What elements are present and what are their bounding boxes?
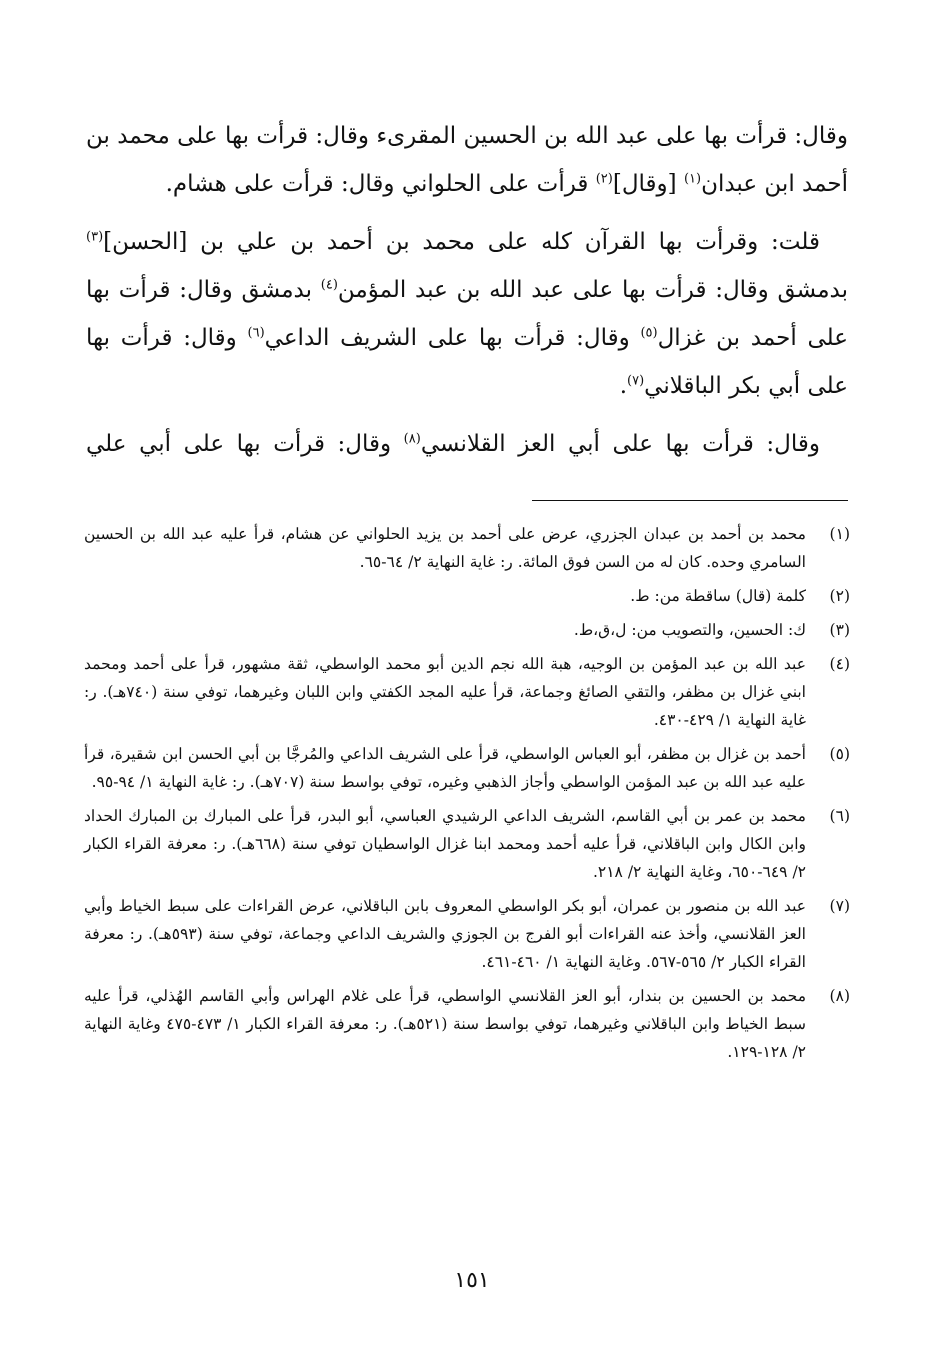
main-text bbox=[86, 112, 848, 478]
footnote-ref[interactable]: (٤) bbox=[320, 277, 338, 293]
footnote-ref[interactable]: (٨) bbox=[403, 431, 421, 447]
footnote-item bbox=[84, 740, 850, 796]
footnote-ref[interactable]: (٧) bbox=[627, 373, 645, 389]
text-run: قرأت على الحلواني وقال: قرأت على هشام. bbox=[165, 171, 596, 197]
footnote-ref[interactable]: (٥) bbox=[640, 325, 658, 341]
paragraph-3 bbox=[86, 420, 848, 468]
footnote-text: كلمة (قال) ساقطة من: ط. bbox=[630, 587, 806, 605]
page-number: ١٥١ bbox=[454, 1268, 490, 1293]
footnote-text: ك: الحسين، والتصويب من: ل،ق،ط. bbox=[573, 621, 806, 639]
footnote-item bbox=[84, 520, 850, 576]
text-run: [وقال] bbox=[612, 171, 684, 197]
footnote-number: (٨) bbox=[829, 987, 850, 1005]
footnote-item bbox=[84, 582, 850, 610]
footnote-separator bbox=[532, 500, 848, 501]
footnote-text: عبد الله بن عبد المؤمن بن الوجيه، هبة الله نجم الدين أبو محمد الواسطي، ثقة مشهور، قرأ على أحمد ومحمد ابني غزال بن مظفر، والتقي الصائغ وجماعة، قرأ عليه المجد الكفتي وابن اللبان وغيرهما، توفي سنة (٧٤٠هـ). ر: غاية النهاية ١/ ٤٢٩-٤٣٠. bbox=[84, 655, 806, 729]
footnote-item bbox=[84, 892, 850, 976]
footnote-number: (٢) bbox=[829, 587, 850, 605]
footnote-number: (٦) bbox=[829, 807, 850, 825]
footnote-text: عبد الله بن منصور بن عمران، أبو بكر الواسطي المعروف بابن الباقلاني، عرض القراءات على سبط الخياط وأبي العز القلانسي، وأخذ عنه القراءات أبو الفرج بن الجوزي والشريف الداعي وجماعة، توفي سنة (٥٩٣هـ). ر: معرفة القراء الكبار ٢/ ٥٦٥-٥٦٧. وغاية النهاية ١/ ٤٦٠-٤٦١. bbox=[84, 897, 806, 971]
footnote-text: محمد بن الحسين بن بندار، أبو العز القلانسي الواسطي، قرأ على غلام الهراس وأبي القاسم الهُذلي، قرأ عليه سبط الخياط وابن الباقلاني وغيرهما، توفي بواسط سنة (٥٢١هـ). ر: معرفة القراء الكبار ١/ ٤٧٣-٤٧٥ وغاية النهاية ٢/ ١٢٨-١٢٩. bbox=[84, 987, 807, 1061]
text-run: وقال: قرأت بها على أبي بكر الباقلاني bbox=[86, 325, 848, 399]
footnote-number: (٧) bbox=[829, 897, 850, 915]
footnote-text: محمد بن أحمد بن عبدان الجزري، عرض على أحمد بن يزيد الحلواني عن هشام، قرأ عليه عبد الله بن الحسين السامري وحده. كان له من السن فوق المائة. ر: غاية النهاية ٢/ ٦٤-٦٥. bbox=[84, 525, 806, 571]
footnote-ref[interactable]: (٣) bbox=[86, 229, 104, 245]
footnote-text: محمد بن عمر بن أبي القاسم، الشريف الداعي الرشيدي العباسي، أبو البدر، قرأ على المبارك بن المبارك الحداد وابن الكال وابن الباقلاني، قرأ عليه أحمد ومحمد ابنا غزال الواسطيان توفي سنة (٦٦٨هـ). ر: معرفة القراء الكبار ٢/ ٦٤٩-٦٥٠، وغاية النهاية ٢/ ٢١٨. bbox=[84, 807, 806, 881]
footnote-number: (٣) bbox=[829, 621, 850, 639]
text-run: قلت: وقرأت بها القرآن كله على محمد بن أحمد بن علي بن [الحسن] bbox=[103, 229, 820, 255]
text-run: وقال: قرأت بها على الشريف الداعي bbox=[264, 325, 641, 351]
paragraph-1 bbox=[86, 112, 848, 208]
text-run: وقال: قرأت بها على عبد الله بن الحسين المقرىء وقال: قرأت بها على محمد بن أحمد ابن عبدان bbox=[86, 123, 848, 197]
footnote-number: (١) bbox=[829, 525, 850, 543]
paragraph-2 bbox=[86, 218, 848, 410]
footnote-number: (٤) bbox=[829, 655, 850, 673]
footnote-ref[interactable]: (٦) bbox=[247, 325, 265, 341]
footnote-item bbox=[84, 982, 850, 1066]
text-run: وقال: قرأت بها على أبي العز القلانسي bbox=[420, 431, 820, 457]
footnote-ref[interactable]: (٢) bbox=[595, 171, 613, 187]
text-run: . bbox=[619, 373, 628, 399]
footnote-item bbox=[84, 616, 850, 644]
footnote-text: أحمد بن غزال بن مظفر، أبو العباس الواسطي، قرأ على الشريف الداعي والمُرجَّا بن أبي الحسن ابن شقيرة، قرأ عليه عبد الله بن عبد المؤمن الواسطي وأجاز الذهبي وغيره، توفي بواسط سنة (٧٠٧هـ). ر: غاية النهاية ١/ ٩٤-٩٥. bbox=[84, 745, 806, 791]
footnote-item bbox=[84, 802, 850, 886]
footnote-ref[interactable]: (١) bbox=[683, 171, 702, 187]
text-run: بدمشق وقال: قرأت بها على عبد الله بن عبد المؤمن bbox=[337, 277, 848, 303]
text-run: وقال: قرأت بها على أبي علي bbox=[86, 431, 404, 457]
footnote-item bbox=[84, 650, 850, 734]
footnote-number: (٥) bbox=[829, 745, 850, 763]
text-run: بدمشق وقال: قرأت بها على أحمد بن غزال bbox=[86, 277, 848, 351]
footnotes bbox=[84, 520, 850, 1072]
